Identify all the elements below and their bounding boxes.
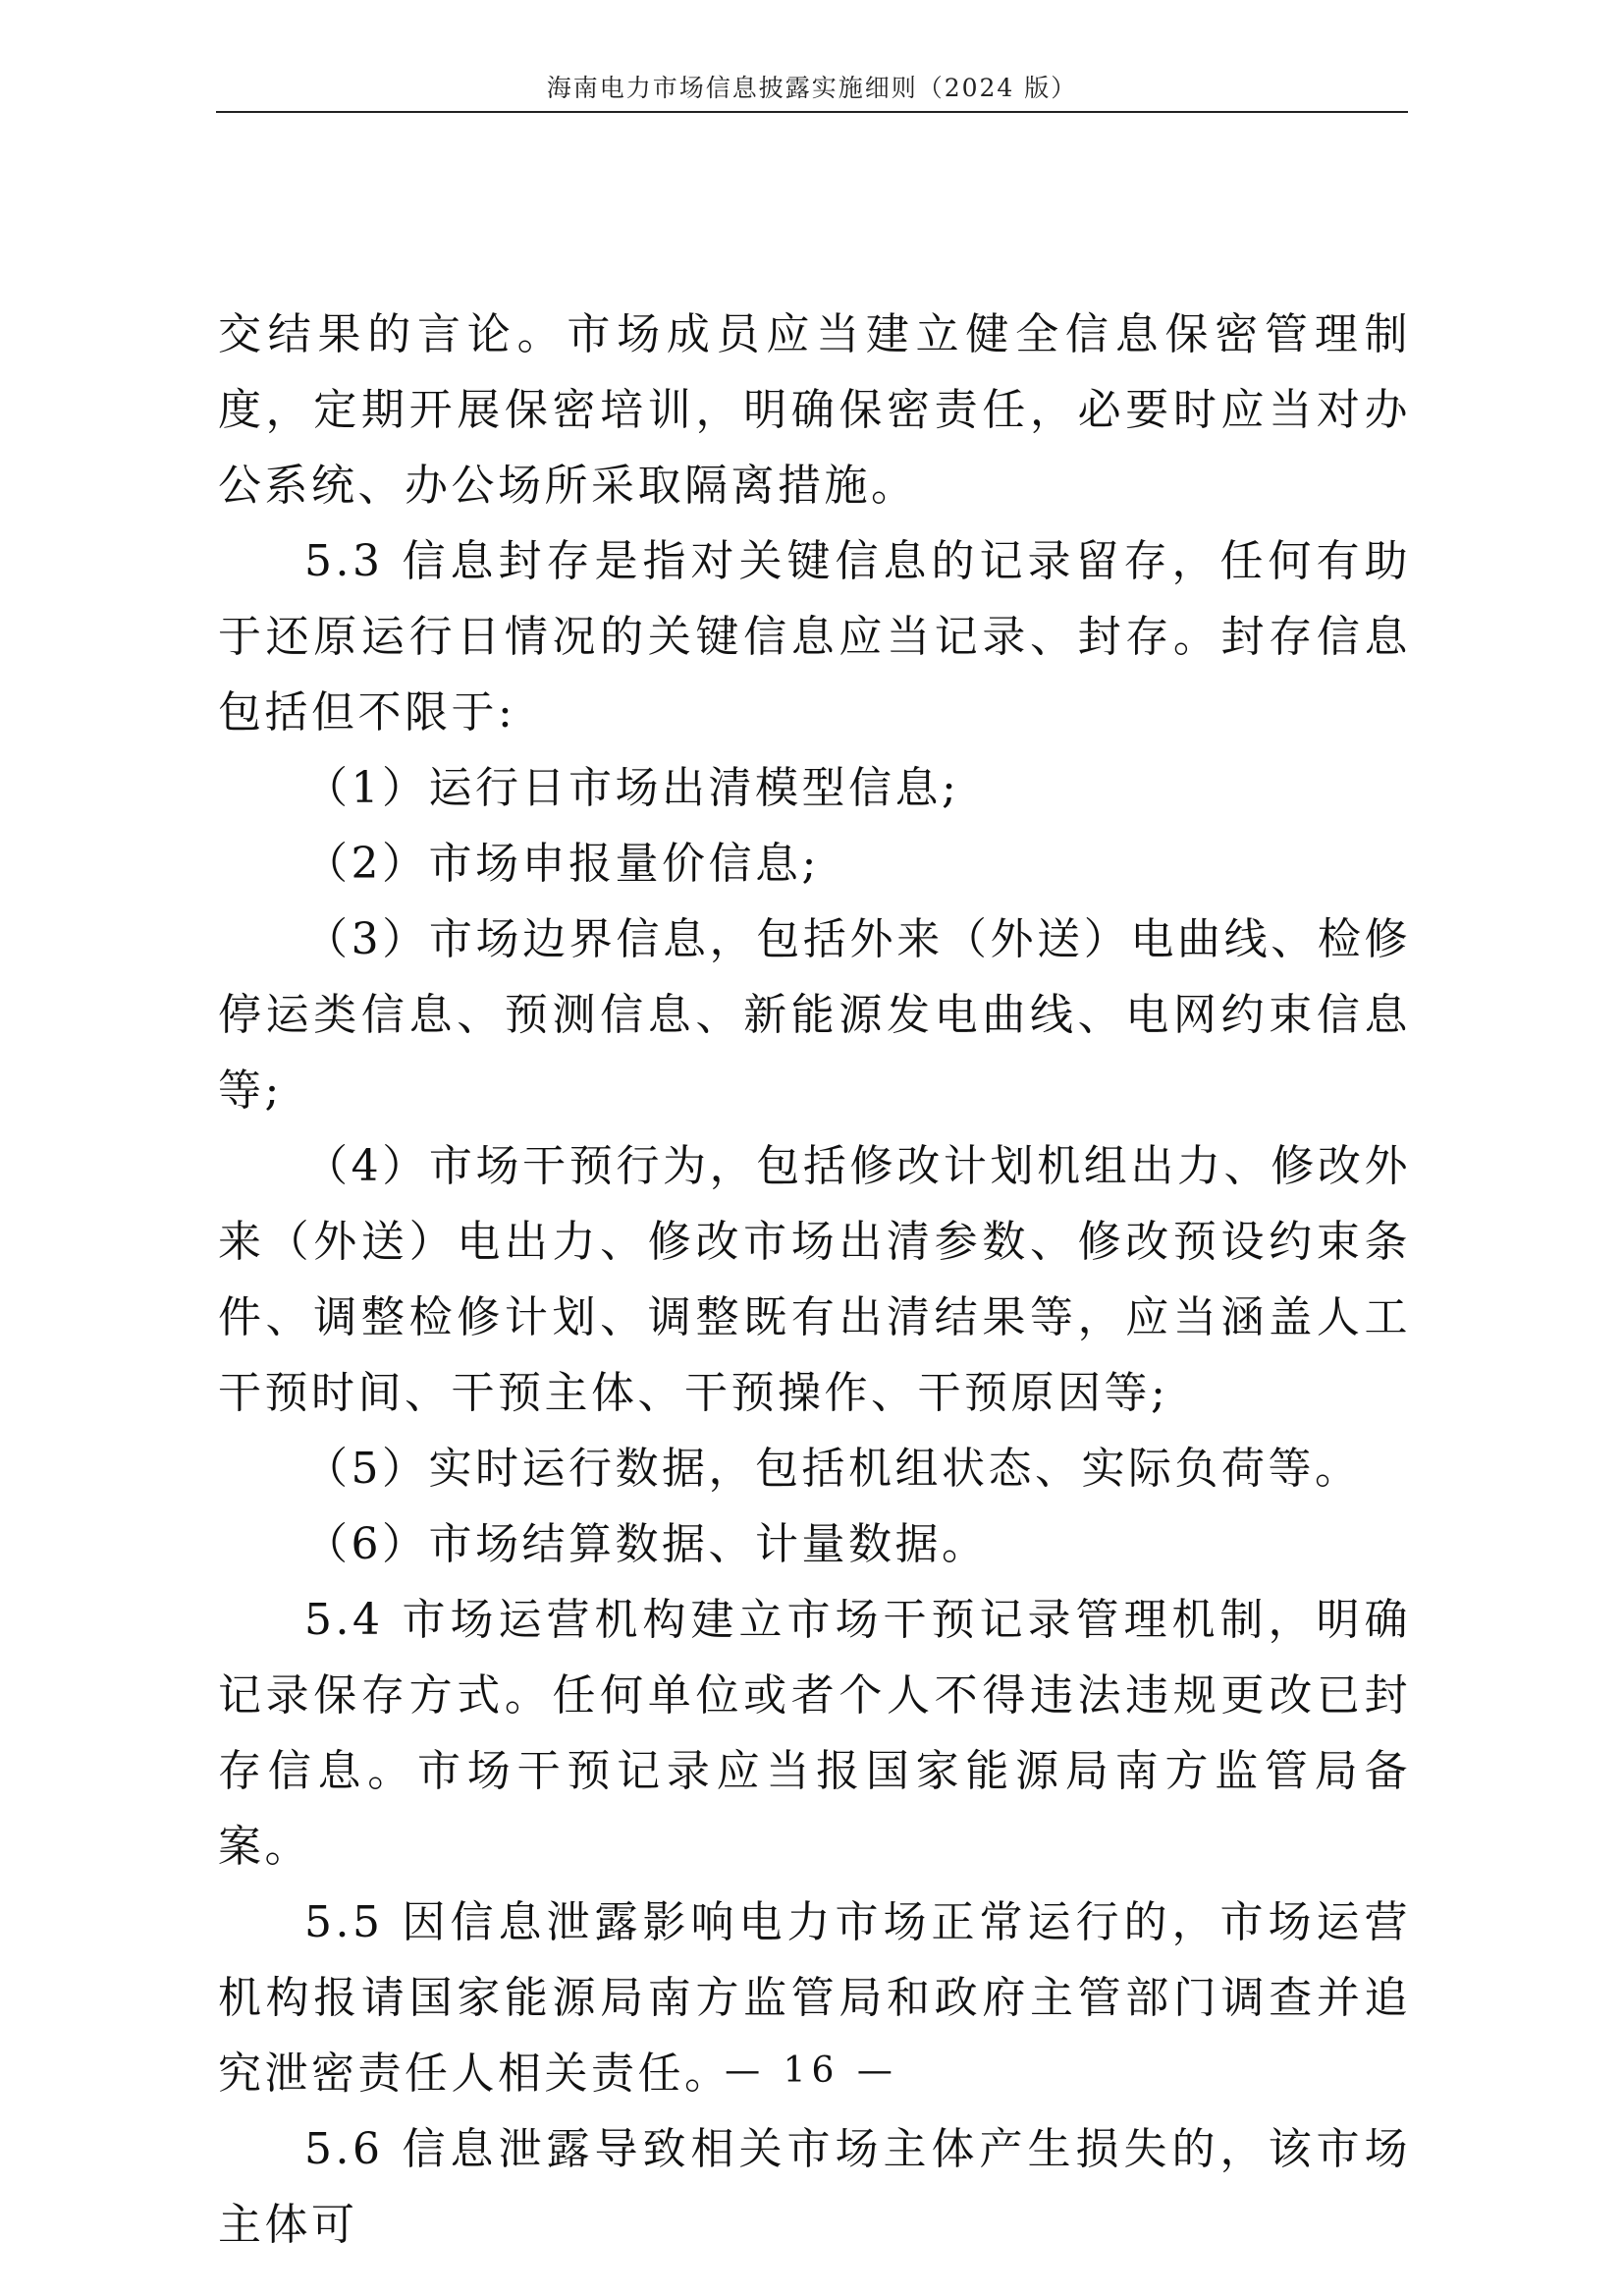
list-item-2: （2）市场申报量价信息; [304, 839, 820, 889]
list-item-5: （5）实时运行数据，包括机组状态、实际负荷等。 [304, 1444, 1362, 1494]
paragraph-confidentiality-continued: 交结果的言论。市场成员应当建立健全信息保密管理制度，定期开展保密培训，明确保密责任，必要时应当对办公系统、办公场所采取隔离措施。 [218, 309, 1411, 511]
list-item-4: （4）市场干预行为，包括修改计划机组出力、修改外来（外送）电出力、修改市场出清参数、修改预设约束条件、调整检修计划、调整既有出清结果等，应当涵盖人工干预时间、干预主体、干预操作、干预原因等; [218, 1141, 1411, 1418]
list-item-3: （3）市场边界信息，包括外来（外送）电曲线、检修停运类信息、预测信息、新能源发电曲线、电网约束信息等; [218, 914, 1411, 1116]
paragraph-5-6: 5.6 信息泄露导致相关市场主体产生损失的，该市场主体可 [218, 2124, 1411, 2250]
list-item-6: （6）市场结算数据、计量数据。 [304, 1519, 989, 1569]
paragraph-5-3: 5.3 信息封存是指对关键信息的记录留存，任何有助于还原运行日情况的关键信息应当记录、封存。封存信息包括但不限于: [218, 536, 1411, 738]
header-rule [216, 111, 1408, 113]
running-header: 海南电力市场信息披露实施细则（2024 版） [546, 74, 1078, 102]
list-item-1: （1）运行日市场出清模型信息; [304, 763, 960, 813]
page-number: — 16 — [725, 2050, 898, 2091]
body-text [218, 297, 1411, 2263]
paragraph-5-4: 5.4 市场运营机构建立市场干预记录管理机制，明确记录保存方式。任何单位或者个人不得违法违规更改已封存信息。市场干预记录应当报国家能源局南方监管局备案。 [218, 1595, 1411, 1872]
paragraph-5-5: 5.5 因信息泄露影响电力市场正常运行的，市场运营机构报请国家能源局南方监管局和政府主管部门调查并追究泄密责任人相关责任。 [218, 1897, 1411, 2099]
